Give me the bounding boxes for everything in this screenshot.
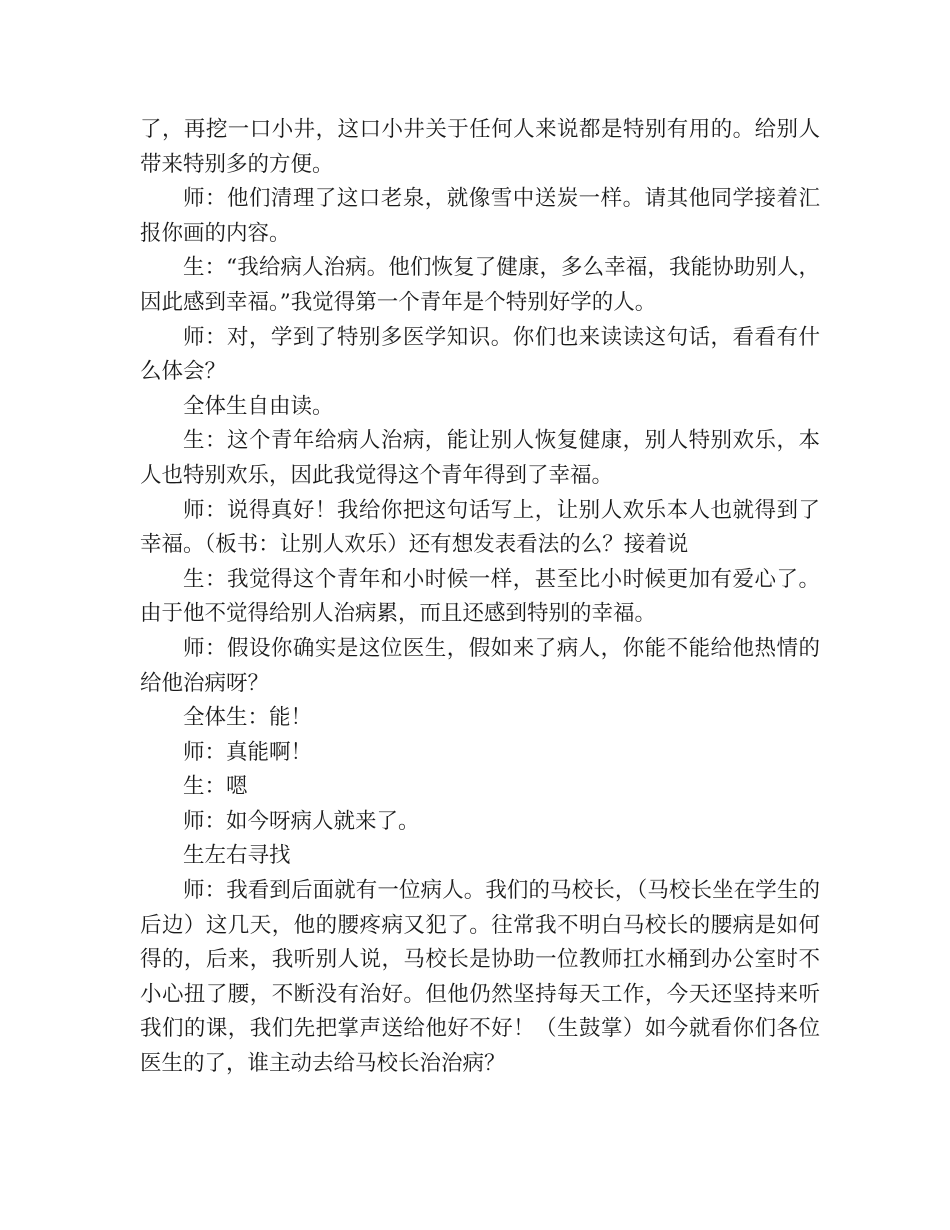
paragraph-student-3: 生：我觉得这个青年和小时候一样，甚至比小时候更加有爱心了。由于他不觉得给别人治病累，而且还感到特别的幸福。 [140, 566, 820, 627]
paragraph-teacher-5: 师：真能啊！ [183, 739, 313, 765]
paragraph-student-2: 生：这个青年给病人治病，能让别人恢复健康，别人特别欢乐，本人也特别欢乐，因此我觉得这个青年得到了幸福。 [140, 428, 820, 488]
paragraph-student-search: 生左右寻找 [183, 843, 291, 869]
paragraph-class-answer: 全体生：能！ [183, 705, 313, 731]
paragraph-teacher-6: 师：如今呀病人就来了。 [183, 808, 420, 834]
paragraph-student-1: 生：“我给病人治病。他们恢复了健康，多么幸福，我能协助别人，因此感到幸福。”我觉得第一个青年是个特别好学的人。 [140, 255, 820, 315]
paragraph-teacher-1: 师：他们清理了这口老泉，就像雪中送炭一样。请其他同学接着汇报你画的内容。 [140, 186, 820, 246]
paragraph-teacher-7: 师：我看到后面就有一位病人。我们的马校长，（马校长坐在学生的后边）这几天，他的腰疼病又犯了。往常我不明白马校长的腰病是如何得的，后来，我听别人说，马校长是协助一位教师扛水桶到办公室时不小心扭了腰，不断没有治好。但他仍然坚持每天工作，今天还坚持来听我们的课，我们先把掌声送给他好不好！（生鼓掌）如今就看你们各位医生的了，谁主动去给马校长治治病？ [140, 878, 820, 1077]
paragraph-teacher-3: 师：说得真好！我给你把这句话写上，让别人欢乐本人也就得到了幸福。（板书：让别人欢乐）还有想发表看法的么？接着说 [140, 497, 820, 558]
paragraph-student-4: 生：嗯 [183, 774, 248, 800]
paragraph-teacher-2: 师：对，学到了特别多医学知识。你们也来读读这句话，看看有什么体会？ [140, 324, 820, 385]
paragraph-teacher-4: 师：假设你确实是这位医生，假如来了病人，你能不能给他热情的给他治病呀？ [140, 635, 820, 696]
paragraph-continuation: 了，再挖一口小井，这口小井关于任何人来说都是特别有用的。给别人带来特别多的方便。 [140, 117, 820, 177]
paragraph-class-reading: 全体生自由读。 [183, 393, 334, 419]
document-body [140, 113, 820, 1082]
